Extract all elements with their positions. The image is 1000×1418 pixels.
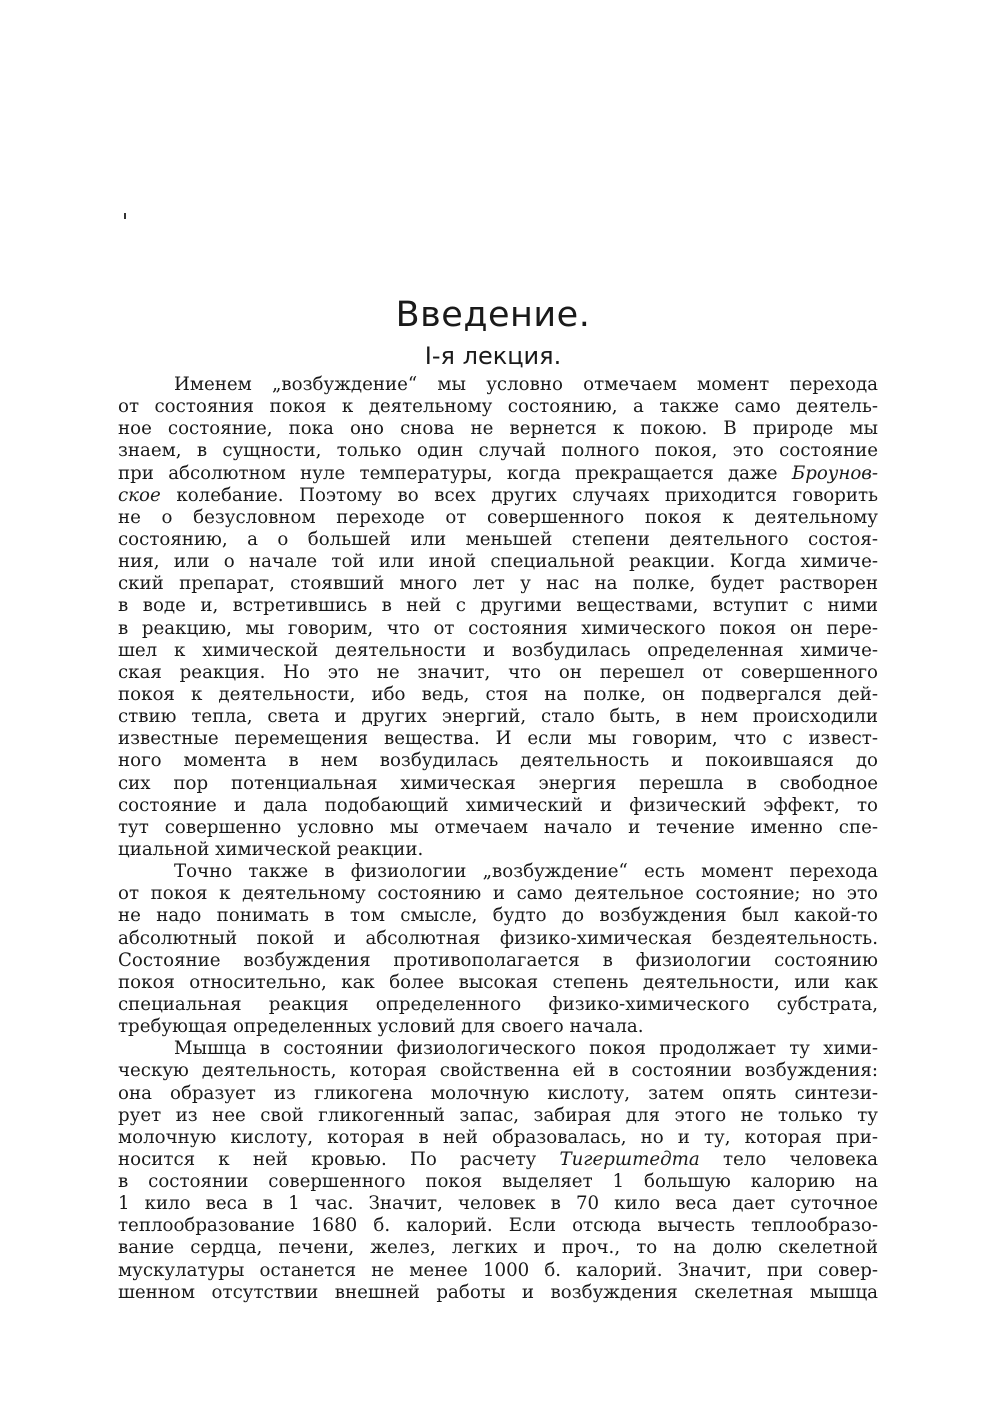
text-line: тут совершенно условно мы отмечаем начало и течение именно спе- [118,816,878,838]
text-segment: при абсолютном нуле температуры, когда прекращается даже [118,462,778,484]
scan-speck [124,213,126,219]
text-line: ческую деятельность, которая свойственна ей в состоянии возбуждения: [118,1060,878,1082]
text-line: от состояния покоя к деятельному состоянию, а также само деятель- [118,396,878,418]
paragraph-1 [118,374,878,861]
text-line: требующая определенных условий для своего начала. [118,1016,644,1038]
text-line [118,463,878,485]
text-line: ский препарат, стоявший много лет у нас на полке, будет растворен [118,573,878,595]
text-line: циальной химической реакции. [118,838,424,860]
text-line [118,1149,878,1171]
chapter-title: Введение. [395,295,591,335]
italic-term: Броунов- [791,462,878,484]
text-line: 1 кило веса в 1 час. Значит, человек в 70 кило веса дает суточное [118,1193,878,1215]
text-segment: носится к ней кровью. По расчету [118,1148,537,1170]
text-line: она образует из гликогена молочную кислоту, затем опять синтези- [118,1082,878,1104]
text-line: Именем „возбуждение“ мы условно отмечаем момент перехода [174,374,878,395]
text-line: состояние и дала подобающий химический и физический эффект, то [118,794,878,816]
text-line: в воде и, встретившись в ней с другими веществами, вступит с ними [118,595,878,617]
text-line: рует из нее свой гликогенный запас, забирая для этого не только ту [118,1104,878,1126]
text-line: шенном отсутствии внешней работы и возбуждения скелетная мышца [118,1281,878,1303]
text-segment: колебание. Поэтому во всех других случаях приходится говорить [176,484,878,506]
lecture-title: I-я лекция. [424,342,562,370]
text-line: Состояние возбуждения противополагается в физиологии состоянию [118,949,878,971]
text-line: ное состояние, пока оно снова не вернется к покою. В природе мы [118,418,878,440]
text-line: специальная реакция определенного физико-химического субстрата, [118,993,878,1015]
text-line: известные перемещения вещества. И если мы говорим, что с извест- [118,728,878,750]
text-line: не надо понимать в том смысле, будто до возбуждения был какой-то [118,905,878,927]
text-line: состоянию, а о большей или меньшей степени деятельного состоя- [118,528,878,550]
text-line: теплообразование 1680 б. калорий. Если отсюда вычесть теплообразо- [118,1215,878,1237]
paragraph-2 [118,861,878,1038]
text-line: в реакцию, мы говорим, что от состояния химического покоя он пере- [118,617,878,639]
paragraph-3 [118,1038,878,1304]
text-line: Точно также в физиологии „возбуждение“ есть момент перехода [174,861,878,883]
text-line: ствию тепла, света и других энергий, стало быть, в нем происходили [118,706,878,728]
text-line: шел к химической деятельности и возбудилась определенная химиче- [118,639,878,661]
text-line: ния, или о начале той или иной специальной реакции. Когда химиче- [118,551,878,573]
text-line: вание сердца, печени, желез, легких и проч., то на долю скелетной [118,1237,878,1259]
text-line [118,485,878,507]
text-line: ская реакция. Но это не значит, что он перешел от совершенного [118,661,878,683]
text-line: ного момента в нем возбудилась деятельность и покоившаяся до [118,750,878,772]
text-line: сих пор потенциальная химическая энергия перешла в свободное [118,772,878,794]
text-line: покоя к деятельности, ибо ведь, стоя на полке, он подвергался дей- [118,683,878,705]
text-line: Мышца в состоянии физиологического покоя продолжает ту хими- [174,1038,878,1060]
text-line: покоя относительно, как более высокая степень деятельности, или как [118,971,878,993]
body-text [118,374,878,1304]
italic-term: ское [118,484,161,506]
text-line: мускулатуры останется не менее 1000 б. калорий. Значит, при совер- [118,1259,878,1281]
text-line: абсолютный покой и абсолютная физико-химическая бездеятельность. [118,927,878,949]
text-segment: тело человека [722,1148,878,1170]
text-line: не о безусловном переходе от совершенного покоя к деятельному [118,506,878,528]
italic-name: Тигерштедта [559,1148,700,1170]
text-line: в состоянии совершенного покоя выделяет 1 большую калорию на [118,1171,878,1193]
text-line: знаем, в сущности, только один случай полного покоя, это состояние [118,440,878,462]
text-line: от покоя к деятельному состоянию и само деятельное состояние; но это [118,883,878,905]
text-line: молочную кислоту, которая в ней образовалась, но и ту, которая при- [118,1126,878,1148]
